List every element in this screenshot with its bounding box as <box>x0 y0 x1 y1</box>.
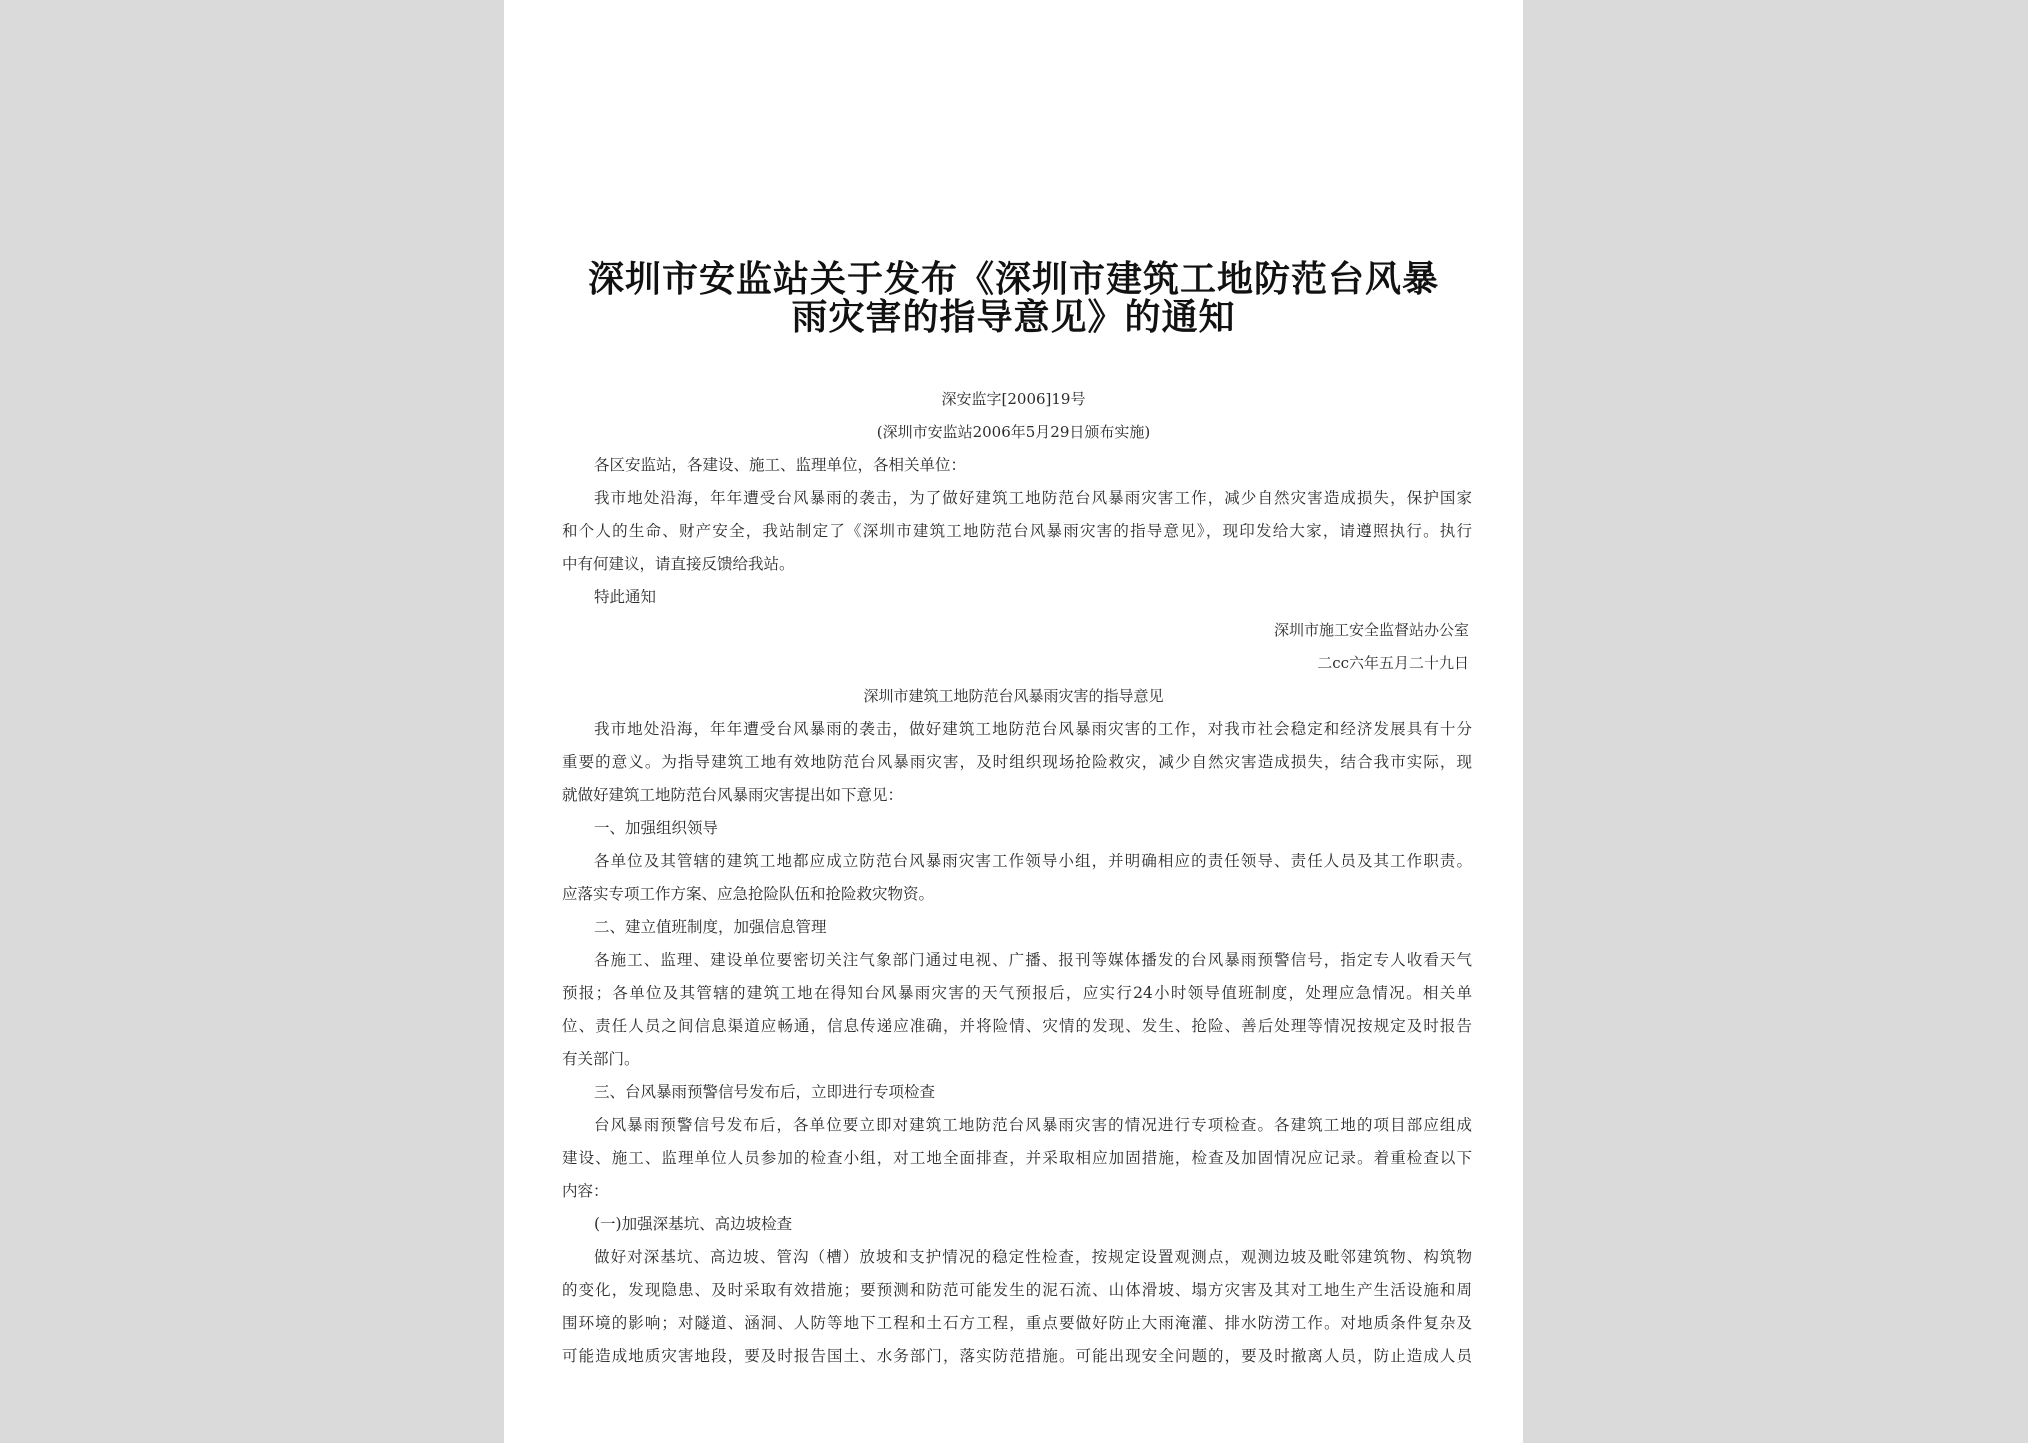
section-line: 内容： <box>562 1182 609 1200</box>
section-line: 各施工、监理、建设单位要密切关注气象部门通过电视、广播、报刊等媒体播发的台风暴雨预警信号，指定专人收看天气 <box>594 951 1472 969</box>
intro-line: 重要的意义。为指导建筑工地有效地防范台风暴雨灾害，及时组织现场抢险救灾，减少自然灾害造成损失，结合我市实际，现 <box>562 753 1472 771</box>
title-line-2: 雨灾害的指导意见》的通知 <box>791 296 1236 338</box>
salutation: 各区安监站，各建设、施工、监理单位，各相关单位： <box>594 456 967 474</box>
subsection-heading: (一)加强深基坑、高边坡检查 <box>594 1215 793 1233</box>
section-line: 建设、施工、监理单位人员参加的检查小组，对工地全面排查，并采取相应加固措施，检查及加固情况应记录。着重检查以下 <box>562 1149 1472 1167</box>
title-line-1: 深圳市安监站关于发布《深圳市建筑工地防范台风暴 <box>587 258 1439 300</box>
section-heading: 一、加强组织领导 <box>594 819 719 837</box>
notice-line: 我市地处沿海，年年遭受台风暴雨的袭击，为了做好建筑工地防范台风暴雨灾害工作，减少自然灾害造成损失，保护国家 <box>594 489 1472 507</box>
subsection-line: 围环境的影响；对隧道、涵洞、人防等地下工程和土石方工程，重点要做好防止大雨淹灌、排水防涝工作。对地质条件复杂及 <box>562 1314 1472 1332</box>
section-heading: 二、建立值班制度，加强信息管理 <box>594 918 827 936</box>
subsection-line: 做好对深基坑、高边坡、管沟（槽）放坡和支护情况的稳定性检查，按规定设置观测点，观测边坡及毗邻建筑物、构筑物 <box>594 1248 1472 1266</box>
subsection-line: 可能造成地质灾害地段，要及时报告国土、水务部门，落实防范措施。可能出现安全问题的，要及时撤离人员，防止造成人员 <box>562 1347 1472 1365</box>
notice-line: 和个人的生命、财产安全，我站制定了《深圳市建筑工地防范台风暴雨灾害的指导意见》，现印发给大家，请遵照执行。执行 <box>562 522 1472 540</box>
section-line: 预报；各单位及其管辖的建筑工地在得知台风暴雨灾害的天气预报后，应实行24小时领导值班制度，处理应急情况。相关单 <box>562 984 1472 1002</box>
section-line: 位、责任人员之间信息渠道应畅通，信息传递应准确，并将险情、灾情的发现、发生、抢险、善后处理等情况按规定及时报告 <box>562 1017 1472 1035</box>
section-line: 应落实专项工作方案、应急抢险队伍和抢险救灾物资。 <box>562 885 935 903</box>
intro-line: 我市地处沿海，年年遭受台风暴雨的袭击，做好建筑工地防范台风暴雨灾害的工作，对我市社会稳定和经济发展具有十分 <box>594 720 1472 738</box>
issue-date: 二cc六年五月二十九日 <box>1317 654 1469 672</box>
document-page <box>504 0 1523 1443</box>
subsection-line: 的变化，发现隐患、及时采取有效措施；要预测和防范可能发生的泥石流、山体滑坡、塌方灾害及其对工地生产生活设施和周 <box>562 1281 1472 1299</box>
closing: 特此通知 <box>594 588 657 606</box>
doc-number: 深安监字[2006]19号 <box>941 390 1086 408</box>
section-heading: 三、台风暴雨预警信号发布后，立即进行专项检查 <box>594 1083 936 1101</box>
issue-note: (深圳市安监站2006年5月29日颁布实施) <box>876 423 1151 441</box>
issuer: 深圳市施工安全监督站办公室 <box>1273 621 1469 639</box>
section-line: 有关部门。 <box>562 1050 640 1068</box>
section-line: 各单位及其管辖的建筑工地都应成立防范台风暴雨灾害工作领导小组，并明确相应的责任领导、责任人员及其工作职责。 <box>594 852 1472 870</box>
section-line: 台风暴雨预警信号发布后，各单位要立即对建筑工地防范台风暴雨灾害的情况进行专项检查。各建筑工地的项目部应组成 <box>594 1116 1472 1134</box>
intro-line: 就做好建筑工地防范台风暴雨灾害提出如下意见： <box>562 786 904 804</box>
guideline-title: 深圳市建筑工地防范台风暴雨灾害的指导意见 <box>863 687 1164 705</box>
document-title <box>564 260 1463 336</box>
notice-line: 中有何建议，请直接反馈给我站。 <box>562 555 795 573</box>
